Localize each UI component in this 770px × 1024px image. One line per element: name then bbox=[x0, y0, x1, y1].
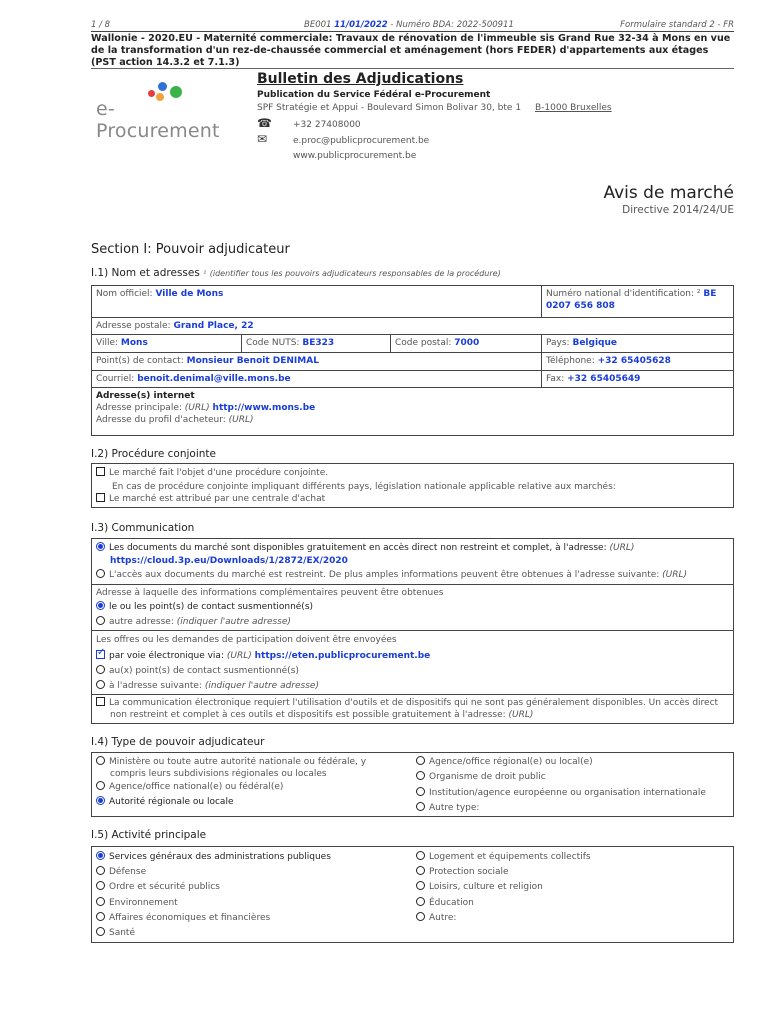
country-cell: Pays: Belgique bbox=[542, 335, 734, 353]
notice-reference: BE001 11/01/2022 - Numéro BDA: 2022-500911 bbox=[304, 20, 514, 30]
authority-type-european[interactable]: Institution/agence européenne ou organisation internationale bbox=[416, 787, 706, 799]
docs-url-link[interactable]: https://cloud.3p.eu/Downloads/1/2872/EX/2020 bbox=[110, 556, 348, 566]
national-id-cell: Numéro national d'identification: ² BE 0207 656 808 bbox=[542, 286, 734, 318]
health-radio[interactable] bbox=[96, 927, 105, 936]
contact-cell: Point(s) de contact: Monsieur Benoit DENIMAL bbox=[92, 353, 542, 371]
activity-environment[interactable]: Environnement bbox=[96, 897, 178, 909]
regional-authority-radio[interactable] bbox=[96, 796, 105, 805]
notice-type-title: Avis de marché bbox=[603, 183, 734, 203]
email-icon: ✉ bbox=[257, 132, 268, 146]
authority-type-other[interactable]: Autre type: bbox=[416, 802, 479, 814]
docs-restricted-radio[interactable] bbox=[96, 569, 105, 578]
activity-health[interactable]: Santé bbox=[96, 927, 135, 939]
social-radio[interactable] bbox=[416, 866, 425, 875]
i2-heading: I.2) Procédure conjointe bbox=[91, 448, 216, 460]
info-contact-radio[interactable] bbox=[96, 601, 105, 610]
email: benoit.denimal@ville.mons.be bbox=[137, 374, 291, 384]
official-name: Ville de Mons bbox=[155, 289, 224, 299]
info-contact-option[interactable]: le ou les point(s) de contact susmentionné(s) bbox=[96, 601, 313, 613]
docs-free-radio[interactable] bbox=[96, 542, 105, 551]
i5-heading: I.5) Activité principale bbox=[91, 829, 207, 841]
leisure-radio[interactable] bbox=[416, 881, 425, 890]
defense-radio[interactable] bbox=[96, 866, 105, 875]
nuts-cell: Code NUTS: BE323 bbox=[242, 335, 391, 353]
central-purchasing-checkbox[interactable] bbox=[96, 493, 105, 502]
i4-heading: I.4) Type de pouvoir adjudicateur bbox=[91, 736, 265, 748]
economic-radio[interactable] bbox=[96, 912, 105, 921]
postal-code-cell: Code postal: 7000 bbox=[391, 335, 542, 353]
i1-table bbox=[91, 285, 734, 436]
postal-address-cell: Adresse postale: Grand Place, 22 bbox=[92, 318, 734, 335]
authority-type-regional-agency[interactable]: Agence/office régional(e) ou local(e) bbox=[416, 756, 593, 768]
offers-address-radio[interactable] bbox=[96, 680, 105, 689]
activity-public-order[interactable]: Ordre et sécurité publics bbox=[96, 881, 220, 893]
offers-contact-radio[interactable] bbox=[96, 665, 105, 674]
activity-leisure[interactable]: Loisirs, culture et religion bbox=[416, 881, 543, 893]
i3-box bbox=[91, 538, 734, 724]
nuts-code: BE323 bbox=[302, 338, 335, 348]
offers-title: Les offres ou les demandes de participation doivent être envoyées bbox=[96, 635, 397, 645]
i3-heading: I.3) Communication bbox=[91, 522, 195, 534]
offers-electronic-checkbox[interactable] bbox=[96, 650, 105, 659]
bulletin-phone: +32 27408000 bbox=[293, 119, 361, 130]
authority-type-public-law[interactable]: Organisme de droit public bbox=[416, 771, 546, 783]
regional-agency-radio[interactable] bbox=[416, 756, 425, 765]
country: Belgique bbox=[572, 338, 617, 348]
public-order-radio[interactable] bbox=[96, 881, 105, 890]
publication-date: 11/01/2022 bbox=[334, 20, 388, 30]
eprocurement-logo bbox=[96, 80, 236, 142]
activity-general-services[interactable]: Services généraux des administrations publiques bbox=[96, 851, 331, 863]
public-law-radio[interactable] bbox=[416, 771, 425, 780]
phone: +32 65405628 bbox=[597, 356, 671, 366]
bulletin-title: Bulletin des Adjudications bbox=[257, 71, 464, 87]
bulletin-web-link[interactable]: www.publicprocurement.be bbox=[293, 150, 417, 161]
offers-electronic-option[interactable]: ✓par voie électronique via: (URL) https://eten.publicprocurement.be bbox=[96, 650, 430, 662]
bulletin-subtitle: Publication du Service Fédéral e-Procurement bbox=[257, 90, 491, 100]
activity-social[interactable]: Protection sociale bbox=[416, 866, 509, 878]
activity-other[interactable]: Autre: bbox=[416, 912, 456, 924]
authority-type-ministry[interactable]: Ministère ou toute autre autorité nationale ou fédérale, y bbox=[96, 756, 366, 768]
other-type-radio[interactable] bbox=[416, 802, 425, 811]
notice-type bbox=[603, 183, 734, 218]
postal-code: 7000 bbox=[454, 338, 480, 348]
contact-person: Monsieur Benoit DENIMAL bbox=[186, 356, 319, 366]
info-other-radio[interactable] bbox=[96, 616, 105, 625]
other-activity-radio[interactable] bbox=[416, 912, 425, 921]
tools-checkbox[interactable] bbox=[96, 697, 105, 706]
offers-url-link[interactable]: https://eten.publicprocurement.be bbox=[254, 651, 431, 661]
i2-box bbox=[91, 463, 734, 508]
notice-title: Wallonie - 2020.EU - Maternité commerciale: Travaux de rénovation de l'immeuble sis Grand Rue 32-34 à Mons en vue de la transformation d'un rez-de-chaussée commercial et aménagement (hors FEDER) d'appartements aux étages (PST action 14.3.2 et 7.1.3) bbox=[91, 31, 734, 69]
joint-procedure-option[interactable]: Le marché fait l'objet d'une procédure conjointe. bbox=[96, 467, 328, 479]
city: Mons bbox=[120, 338, 148, 348]
authority-type-regional[interactable]: Autorité régionale ou locale bbox=[96, 796, 233, 808]
general-services-radio[interactable] bbox=[96, 851, 105, 860]
postal-address: Grand Place, 22 bbox=[173, 321, 254, 331]
bulletin-city: B-1000 Bruxelles bbox=[535, 103, 612, 113]
environment-radio[interactable] bbox=[96, 897, 105, 906]
national-id: BE 0207 656 808 bbox=[546, 289, 717, 311]
i4-box: Ministère ou toute autre autorité nationale ou fédérale, y compris leurs subdivisions régionales ou locales Agence/office national(e) ou fédéral(e) Autorité régionale ou locale Agence/office régional(e) ou local(e) Organisme de droit public Institution/agence européenne ou organisation internationale Autre type: bbox=[91, 752, 734, 817]
docs-free-option[interactable]: Les documents du marché sont disponibles gratuitement en accès direct non restreint et complet, à l'adresse: (URL) bbox=[96, 542, 634, 554]
main-address-link[interactable]: http://www.mons.be bbox=[212, 403, 316, 413]
email-cell: Courriel: benoit.denimal@ville.mons.be bbox=[92, 371, 542, 388]
education-radio[interactable] bbox=[416, 897, 425, 906]
joint-procedure-checkbox[interactable] bbox=[96, 467, 105, 476]
divider bbox=[91, 68, 734, 69]
i5-box bbox=[91, 846, 734, 943]
phone-icon: ☎ bbox=[257, 115, 272, 130]
fax-cell: Fax: +32 65405649 bbox=[542, 371, 734, 388]
european-radio[interactable] bbox=[416, 787, 425, 796]
internet-cell: Adresse(s) internet Adresse principale: (URL) http://www.mons.be Adresse du profil d'acheteur: (URL) bbox=[96, 391, 316, 425]
directive: Directive 2014/24/UE bbox=[622, 204, 734, 216]
activity-education[interactable]: Éducation bbox=[416, 897, 474, 909]
fax: +32 65405649 bbox=[567, 374, 641, 384]
page-number: 1 / 8 bbox=[91, 20, 111, 30]
offers-contact-option[interactable]: au(x) point(s) de contact susmentionné(s) bbox=[96, 665, 299, 677]
activity-economic[interactable]: Affaires économiques et financières bbox=[96, 912, 270, 924]
authority-type-national-agency[interactable]: Agence/office national(e) ou fédéral(e) bbox=[96, 781, 283, 793]
form-type: Formulaire standard 2 - FR bbox=[620, 20, 734, 30]
offers-address-option[interactable]: à l'adresse suivante: (indiquer l'autre adresse) bbox=[96, 680, 319, 692]
docs-restricted-option[interactable]: L'accès aux documents du marché est restreint. De plus amples informations peuvent être obtenues à l'adresse suivante: (URL) bbox=[96, 569, 687, 581]
info-other-option[interactable]: autre adresse: (indiquer l'autre adresse) bbox=[96, 616, 291, 628]
bulletin-block bbox=[257, 70, 727, 163]
info-address-title: Adresse à laquelle des informations complémentaires peuvent être obtenues bbox=[96, 588, 444, 598]
ministry-radio[interactable] bbox=[96, 756, 105, 765]
bulletin-address-line: SPF Stratégie et Appui - Boulevard Simon Bolivar 30, bte 1 B-1000 Bruxelles bbox=[257, 101, 727, 116]
national-agency-radio[interactable] bbox=[96, 781, 105, 790]
housing-radio[interactable] bbox=[416, 851, 425, 860]
i1-heading: I.1) Nom et adresses ¹ (identifier tous les pouvoirs adjudicateurs responsables de la procédure) bbox=[91, 267, 501, 279]
bulletin-email-link[interactable]: e.proc@publicprocurement.be bbox=[293, 136, 430, 146]
tools-line2: non restreint et complet à ces outils et dispositifs est possible gratuitement à l'adresse: (URL) bbox=[110, 710, 534, 720]
phone-cell: Téléphone: +32 65405628 bbox=[542, 353, 734, 371]
logo-text: e-Procurement bbox=[96, 98, 220, 142]
tools-option[interactable]: La communication électronique requiert l'utilisation d'outils et de dispositifs qui ne sont pas généralement disponibles. Un accès direct bbox=[96, 697, 718, 709]
city-cell: Ville: Mons bbox=[92, 335, 242, 353]
section-title: Section I: Pouvoir adjudicateur bbox=[91, 242, 290, 257]
official-name-cell: Nom officiel: Ville de Mons bbox=[92, 286, 542, 318]
activity-defense[interactable]: Défense bbox=[96, 866, 146, 878]
joint-procedure-law: En cas de procédure conjointe impliquant différents pays, législation nationale applicable relative aux marchés: bbox=[112, 482, 616, 492]
central-purchasing-option[interactable]: Le marché est attribué par une centrale d'achat bbox=[96, 493, 325, 505]
activity-housing[interactable]: Logement et équipements collectifs bbox=[416, 851, 591, 863]
